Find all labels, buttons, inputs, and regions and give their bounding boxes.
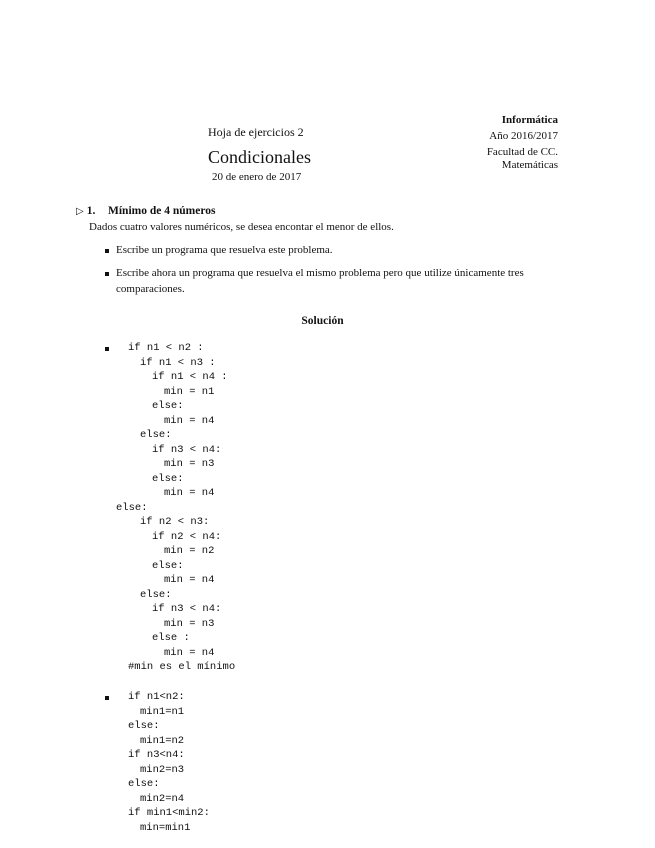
academic-year: Año 2016/2017	[489, 130, 558, 142]
code-line: if n1 < n2 :	[128, 342, 204, 354]
code-line: else:	[152, 559, 184, 572]
code-line: min2=n4	[140, 792, 185, 805]
exercise-intro: Dados cuatro valores numéricos, se desea encontar el menor de ellos.	[89, 221, 394, 233]
code-line: min = n4	[164, 487, 215, 499]
code-line: min = n3	[164, 458, 215, 470]
triangle-marker-icon: ▷	[76, 206, 84, 217]
code-line: if n1 < n4 :	[152, 371, 228, 383]
subject-label: Informática	[501, 114, 558, 126]
task-item-2: Escribe ahora un programa que resuelva el mismo problema pero que utilize únicamente tres comparaciones.	[116, 267, 524, 295]
code-line: min2=n3	[140, 763, 185, 776]
code-line: min = n4	[164, 646, 215, 659]
solution-heading: Solución	[301, 315, 344, 327]
exercise-number-text: 1.	[86, 205, 96, 217]
code-line: min = n4	[164, 574, 215, 586]
code-line: else :	[152, 632, 190, 644]
task-item-1: Escribe un programa que resuelva este problema.	[116, 244, 333, 256]
page-title: Condicionales	[208, 147, 311, 167]
code-line: min1=n1	[140, 705, 185, 718]
faculty-line-2: Matemáticas	[501, 159, 558, 171]
bullet-icon	[105, 696, 109, 700]
code-line: if n1 < n3 :	[140, 356, 216, 369]
code-line: else:	[152, 472, 184, 485]
code-line: if n2 < n4:	[152, 530, 222, 543]
bullet-icon	[105, 272, 109, 276]
code-line: if min1<min2:	[128, 807, 210, 819]
code-line: else:	[128, 778, 160, 790]
code-line: else:	[128, 720, 160, 732]
code-line: min = n3	[164, 617, 215, 630]
code-line: else:	[140, 429, 172, 441]
code-line: if n3 < n4:	[152, 603, 222, 615]
code-line: if n3<n4:	[128, 749, 185, 761]
document-date: 20 de enero de 2017	[212, 171, 302, 183]
code-line: else:	[140, 588, 172, 601]
exercise-number	[76, 205, 95, 217]
code-line: min = n1	[164, 385, 215, 398]
bullet-icon	[105, 249, 109, 253]
code-line: if n1<n2:	[128, 691, 185, 703]
code-line: min = n2	[164, 545, 215, 557]
code-line: if n3 < n4:	[152, 443, 222, 456]
exercise-title: Mínimo de 4 números	[108, 205, 216, 217]
code-line: min = n4	[164, 414, 215, 427]
code-line: else:	[116, 501, 148, 514]
bullet-icon	[105, 347, 109, 351]
code-line: if n2 < n3:	[140, 516, 210, 528]
code-line: else:	[152, 400, 184, 412]
code-line: min1=n2	[140, 734, 185, 747]
sheet-label: Hoja de ejercicios 2	[208, 125, 304, 139]
faculty-line-1: Facultad de CC.	[486, 146, 558, 158]
code-line: #min es el mínimo	[128, 661, 236, 673]
code-line: min=min1	[140, 821, 191, 834]
